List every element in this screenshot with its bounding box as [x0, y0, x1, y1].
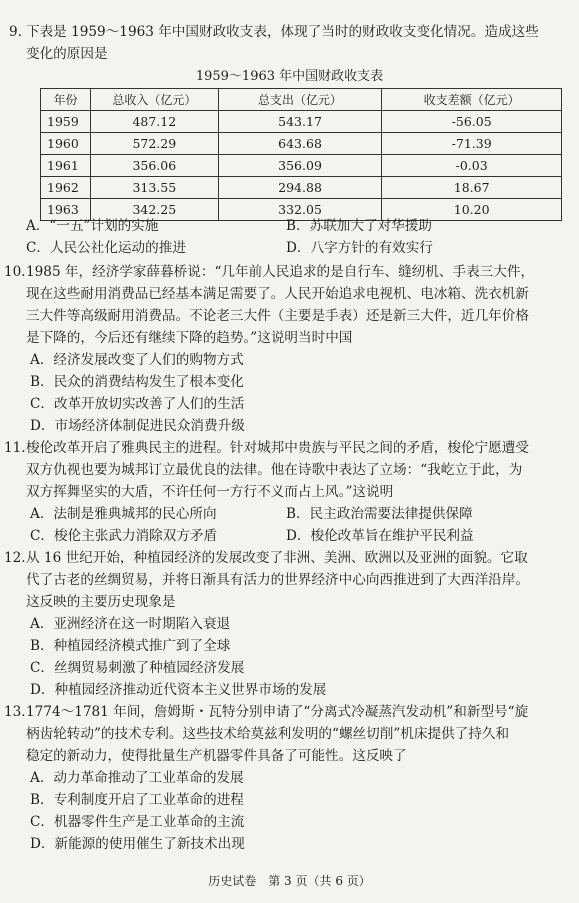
column-header: 总支出（亿元）	[218, 89, 382, 111]
table-cell: -0.03	[382, 155, 562, 177]
table-cell: 294.88	[218, 177, 382, 199]
answer-option-b: B．种植园经济模式推广到了全球	[30, 638, 231, 654]
table-cell: 18.67	[382, 177, 562, 199]
table-cell: 1959	[41, 111, 91, 133]
table-cell: 1960	[41, 133, 91, 155]
question-stem-line: 下表是 1959～1963 年中国财政收支表，体现了当时的财政收支变化情况。造成这些	[26, 24, 539, 40]
question-number: 10.	[4, 264, 26, 280]
table-cell: 1962	[41, 177, 91, 199]
table-cell: 1963	[41, 199, 91, 221]
table-cell: 572.29	[90, 133, 218, 155]
question-stem-line: 三大件等高级耐用消费品。不论老三大件（主要是手表）还是新三大件，近几年价格	[26, 308, 529, 324]
question-stem-line: 代了古老的丝绸贸易，并将日渐具有活力的世界经济中心向西推进到了大西洋沿岸。	[26, 572, 529, 588]
table-cell: 643.68	[218, 133, 382, 155]
question-stem-line: 现在这些耐用消费品已经基本满足需要了。人民开始追求电视机、电冰箱、洗衣机新	[26, 286, 529, 302]
answer-option-b: B．民众的消费结构发生了根本变化	[30, 374, 244, 390]
table-caption: 1959～1963 年中国财政收支表	[195, 69, 384, 84]
answer-option-c: C．梭伦主张武力消除双方矛盾	[30, 528, 218, 544]
question-stem-line: 稳定的新动力，使得批量生产机器零件具备了可能性。这反映了	[26, 748, 407, 764]
question-number: 11.	[4, 440, 26, 456]
answer-option-b: B．苏联加大了对华援助	[286, 218, 432, 234]
table-cell: 356.06	[90, 155, 218, 177]
question-stem-line: 变化的原因是	[26, 46, 108, 62]
answer-option-c: C．改革开放切实改善了人们的生活	[30, 396, 245, 412]
answer-option-a: A．动力革命推动了工业革命的发展	[30, 770, 244, 786]
column-header: 年份	[41, 89, 91, 111]
answer-option-a: A．法制是雅典城邦的民心所向	[30, 506, 217, 522]
question-stem-line: 从 16 世纪开始，种植园经济的发展改变了非洲、美洲、欧洲以及亚洲的面貌。它取	[26, 550, 528, 566]
table-row	[41, 155, 562, 177]
table-cell: 543.17	[218, 111, 382, 133]
table-header-row	[41, 89, 562, 111]
table-cell: 10.20	[382, 199, 562, 221]
answer-option-c: C．丝绸贸易刺激了种植园经济发展	[30, 660, 245, 676]
question-stem-line: 1985 年，经济学家薛暮桥说：“几年前人民追求的是自行车、缝纫机、手表三大件，	[26, 264, 535, 280]
table-cell: 356.09	[218, 155, 382, 177]
answer-option-a: A．经济发展改变了人们的购物方式	[30, 352, 244, 368]
page-footer: 历史试卷 第 3 页（共 6 页）	[208, 874, 371, 888]
answer-option-d: D．新能源的使用催生了新技术出现	[30, 836, 245, 852]
question-number: 9.	[9, 24, 22, 40]
answer-option-c: C．人民公社化运动的推进	[26, 240, 186, 256]
table-cell: -71.39	[382, 133, 562, 155]
table-row	[41, 133, 562, 155]
question-stem-line: 1774～1781 年间，詹姆斯・瓦特分别申请了“分离式冷凝蒸汽发动机”和新型号“旋	[26, 704, 529, 720]
table-cell: 313.55	[90, 177, 218, 199]
table-cell: 1961	[41, 155, 91, 177]
question-stem-line: 双方挥舞坚实的大盾，不许任何一方行不义而占上风。”这说明	[26, 484, 394, 500]
question-number: 13.	[4, 704, 26, 720]
finance-table	[40, 88, 562, 221]
table-cell: 342.25	[90, 199, 218, 221]
column-header: 总收入（亿元）	[90, 89, 218, 111]
answer-option-d: D．种植园经济推动近代资本主义世界市场的发展	[30, 682, 327, 698]
table-cell: -56.05	[382, 111, 562, 133]
answer-option-d: D．八字方针的有效实行	[286, 240, 433, 256]
answer-option-b: B．民主政治需要法律提供保障	[286, 506, 473, 522]
column-header: 收支差额（亿元）	[382, 89, 562, 111]
table-cell: 487.12	[90, 111, 218, 133]
answer-option-d: D．梭伦改革旨在维护平民利益	[286, 528, 474, 544]
question-number: 12.	[4, 550, 26, 566]
question-stem-line: 这反映的主要历史现象是	[26, 594, 176, 610]
answer-option-a: A．亚洲经济在这一时期陷入衰退	[30, 616, 231, 632]
table-cell: 332.05	[218, 199, 382, 221]
answer-option-d: D．市场经济体制促进民众消费升级	[30, 418, 245, 434]
table-row	[41, 111, 562, 133]
answer-option-c: C．机器零件生产是工业革命的主流	[30, 814, 245, 830]
answer-option-b: B．专利制度开启了工业革命的进程	[30, 792, 244, 808]
table-row	[41, 177, 562, 199]
question-stem-line: 是下降的，今后还有继续下降的趋势。”这说明当时中国	[26, 330, 353, 346]
question-stem-line: 双方仇视也要为城邦订立最优良的法律。他在诗歌中表达了立场：“我屹立于此，为	[26, 462, 523, 478]
question-stem-line: 柄齿轮转动”的技术专利。这些技术给莫兹利发明的“螺丝切削”机床提供了持久和	[26, 726, 510, 742]
answer-option-a: A．“一五”计划的实施	[26, 218, 159, 234]
question-stem-line: 梭伦改革开启了雅典民主的进程。针对城邦中贵族与平民之间的矛盾，梭伦宁愿遭受	[26, 440, 529, 456]
